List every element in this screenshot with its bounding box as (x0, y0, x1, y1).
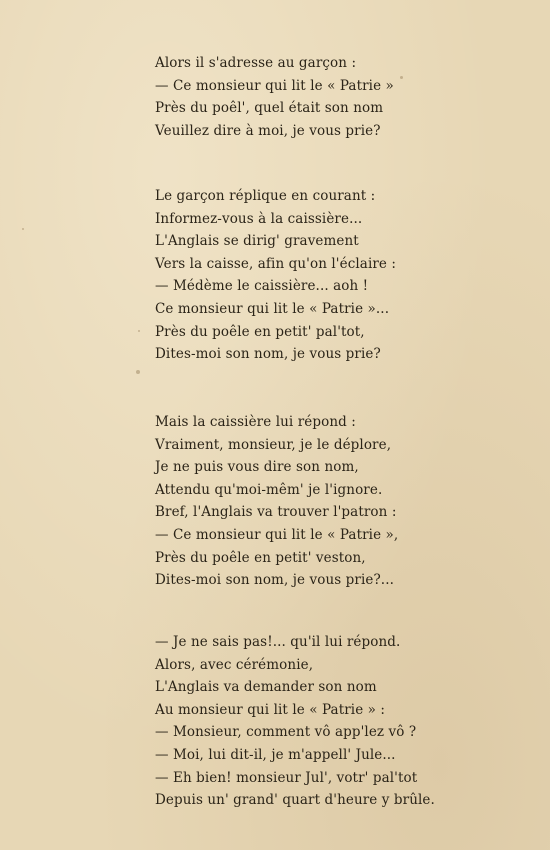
verse-line: — Ce monsieur qui lit le « Patrie », (155, 526, 399, 543)
paper-speck (136, 370, 140, 374)
paper-speck (22, 228, 24, 230)
verse-line: Près du poêl', quel était son nom (155, 100, 384, 117)
verse-line: L'Anglais va demander son nom (155, 679, 377, 696)
verse-line: — Je ne sais pas!... qu'il lui répond. (155, 634, 401, 650)
verse-line: Vers la caisse, afin qu'on l'éclaire : (155, 255, 397, 272)
verse-line: — Médème le caissière... aoh ! (155, 278, 369, 295)
stanza-3 (155, 411, 398, 592)
verse-line: Informez-vous à la caissière... (155, 210, 363, 227)
paper-speck (138, 330, 140, 332)
paper-speck (400, 76, 403, 79)
verse-line: Je ne puis vous dire son nom, (155, 459, 359, 476)
stanza-4 (155, 631, 435, 812)
verse-line: Près du poêle en petit' pal'tot, (155, 323, 365, 340)
verse-line: — Monsieur, comment vô app'lez vô ? (155, 724, 417, 741)
verse-line: Le garçon réplique en courant : (155, 188, 376, 204)
verse-line: Au monsieur qui lit le « Patrie » : (155, 701, 386, 718)
verse-line: L'Anglais se dirig' gravement (155, 233, 359, 250)
verse-line: Dites-moi son nom, je vous prie?... (155, 572, 394, 589)
verse-line: — Moi, lui dit-il, je m'appell' Jule... (155, 746, 396, 763)
verse-line: Veuillez dire à moi, je vous prie? (155, 122, 381, 139)
stanza-1 (155, 52, 394, 142)
verse-line: Ce monsieur qui lit le « Patrie »... (155, 300, 390, 317)
stanza-2 (155, 185, 396, 366)
verse-line: — Eh bien! monsieur Jul', votr' pal'tot (155, 769, 418, 786)
verse-line: Mais la caissière lui répond : (155, 414, 356, 430)
verse-line: Attendu qu'moi-mêm' je l'ignore. (155, 481, 383, 498)
verse-line: Bref, l'Anglais va trouver l'patron : (155, 504, 397, 521)
verse-line: Alors, avec cérémonie, (155, 656, 314, 673)
verse-line: — Ce monsieur qui lit le « Patrie » (155, 77, 394, 94)
verse-line: Dites-moi son nom, je vous prie? (155, 346, 381, 363)
verse-line: Vraiment, monsieur, je le déplore, (155, 436, 392, 453)
verse-line: Alors il s'adresse au garçon : (155, 55, 357, 71)
verse-line: Depuis un' grand' quart d'heure y brûle. (155, 792, 435, 809)
verse-line: Près du poêle en petit' veston, (155, 549, 366, 566)
